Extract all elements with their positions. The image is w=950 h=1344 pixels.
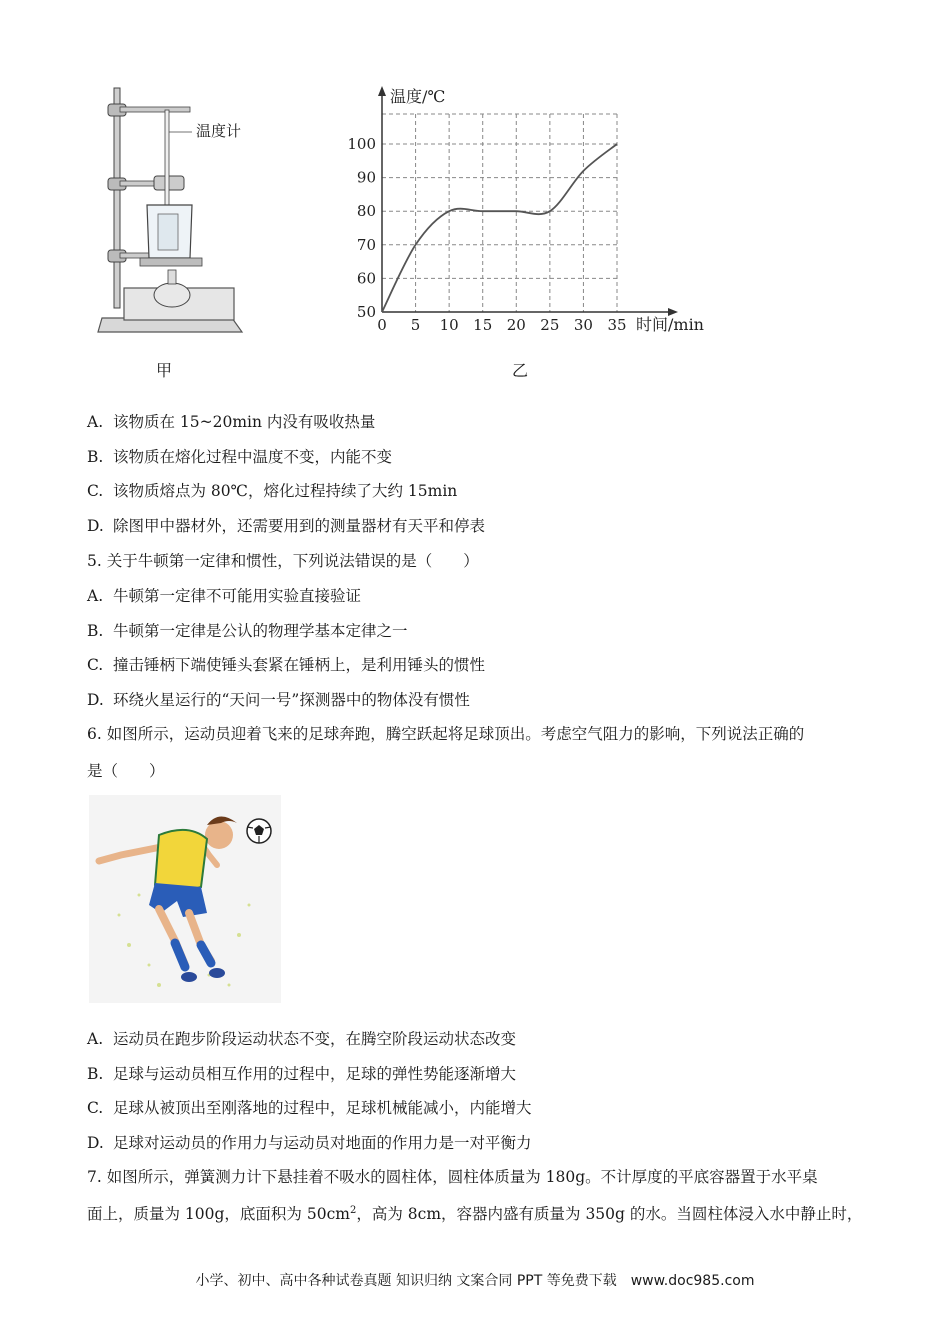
- option-text: 该物质熔点为 80℃，熔化过程持续了大约 15min: [113, 482, 458, 500]
- apparatus-figure: [92, 80, 252, 380]
- soccer-player-picture: [89, 795, 281, 1003]
- y-tick-label: 90: [356, 168, 376, 187]
- q5-option-b: [87, 619, 408, 641]
- y-tick-label: 60: [356, 269, 376, 288]
- q4-option-d: [87, 514, 485, 536]
- option-text: 足球对运动员的作用力与运动员对地面的作用力是一对平衡力: [113, 1134, 532, 1152]
- q5-option-c: [87, 653, 485, 675]
- x-tick-label: 5: [410, 316, 421, 334]
- option-text: 该物质在熔化过程中温度不变，内能不变: [113, 448, 393, 466]
- x-tick-label: 20: [506, 316, 526, 334]
- q6-option-d: [87, 1131, 532, 1153]
- y-tick-label: 70: [356, 235, 376, 254]
- y-tick-label: 80: [356, 202, 376, 221]
- q4-option-a: [87, 410, 375, 432]
- x-tick-label: 10: [439, 316, 459, 334]
- option-label: A.: [87, 587, 104, 605]
- soccer-header-illustration: [89, 795, 281, 1003]
- option-label: A.: [87, 413, 104, 431]
- option-label: D.: [87, 1134, 104, 1152]
- thermometer-label: 温度计: [196, 122, 242, 140]
- option-text: 牛顿第一定律不可能用实验直接验证: [113, 587, 362, 605]
- question-7-line-2: [87, 1202, 862, 1224]
- option-text: 足球从被顶出至刚落地的过程中，足球机械能减小，内能增大: [113, 1099, 532, 1117]
- q4-option-c: [87, 479, 457, 501]
- option-text: 牛顿第一定律是公认的物理学基本定律之一: [113, 622, 408, 640]
- question-6-stem-line-2: 是（ ）: [87, 762, 165, 780]
- y-axis-arrow: [378, 86, 386, 96]
- page-footer: 小学、初中、高中各种试卷真题 知识归纳 文案合同 PPT 等免费下载 www.doc985.com: [195, 1273, 755, 1289]
- x-tick-label: 15: [473, 316, 493, 334]
- y-tick-label: 50: [356, 303, 376, 321]
- option-label: D.: [87, 691, 104, 709]
- option-label: C.: [87, 1099, 104, 1117]
- question-7-line-2-post: ，高为 8cm，容器内盛有质量为 350g 的水。当圆柱体浸入水中静止时，: [356, 1205, 863, 1223]
- y-axis-label: 温度/℃: [390, 87, 446, 106]
- x-tick-label: 0: [377, 316, 387, 334]
- question-6-stem-line-1: 6. 如图所示，运动员迎着飞来的足球奔跑，腾空跃起将足球顶出。考虑空气阻力的影响，下列说法正确的: [87, 725, 805, 743]
- option-label: D.: [87, 517, 104, 535]
- option-label: A.: [87, 1030, 104, 1048]
- question-7-line-2-pre: 面上，质量为 100g，底面积为 50cm: [87, 1205, 350, 1223]
- q4-option-b: [87, 445, 392, 467]
- x-tick-label: 35: [607, 316, 627, 334]
- temperature-curve: [382, 144, 617, 312]
- q6-option-b: [87, 1062, 516, 1084]
- q5-option-a: [87, 584, 361, 606]
- option-label: B.: [87, 448, 104, 466]
- option-label: C.: [87, 656, 104, 674]
- q6-option-a: [87, 1027, 516, 1049]
- x-tick-label: 30: [573, 316, 593, 334]
- option-text: 撞击锤柄下端使锤头套紧在锤柄上，是利用锤头的惯性: [113, 656, 486, 674]
- q5-option-d: [87, 688, 470, 710]
- option-label: C.: [87, 482, 104, 500]
- temperature-time-chart: [340, 82, 730, 382]
- chart-plot-area: [340, 82, 730, 352]
- option-text: 环绕火星运行的“天问一号”探测器中的物体没有惯性: [113, 691, 470, 709]
- question-7-line-1: 7. 如图所示，弹簧测力计下悬挂着不吸水的圆柱体，圆柱体质量为 180g。不计厚度的平底容器置于水平桌: [87, 1168, 818, 1186]
- figure-caption-jia: 甲: [156, 361, 173, 380]
- option-text: 足球与运动员相互作用的过程中，足球的弹性势能逐渐增大: [113, 1065, 517, 1083]
- option-text: 运动员在跑步阶段运动状态不变，在腾空阶段运动状态改变: [113, 1030, 517, 1048]
- option-label: B.: [87, 1065, 104, 1083]
- question-5-stem: 5. 关于牛顿第一定律和惯性，下列说法错误的是（ ）: [87, 552, 479, 570]
- y-tick-label: 100: [347, 135, 376, 153]
- option-text: 除图甲中器材外，还需要用到的测量器材有天平和停表: [113, 517, 486, 535]
- option-label: B.: [87, 622, 104, 640]
- figure-caption-yi: 乙: [512, 361, 529, 380]
- option-text: 该物质在 15~20min 内没有吸收热量: [113, 413, 376, 431]
- x-axis-label: 时间/min: [636, 315, 704, 334]
- x-tick-label: 25: [540, 316, 560, 334]
- heating-apparatus-illustration: [92, 80, 252, 340]
- q6-option-c: [87, 1096, 532, 1118]
- question-7-superscript: 2: [349, 1204, 357, 1216]
